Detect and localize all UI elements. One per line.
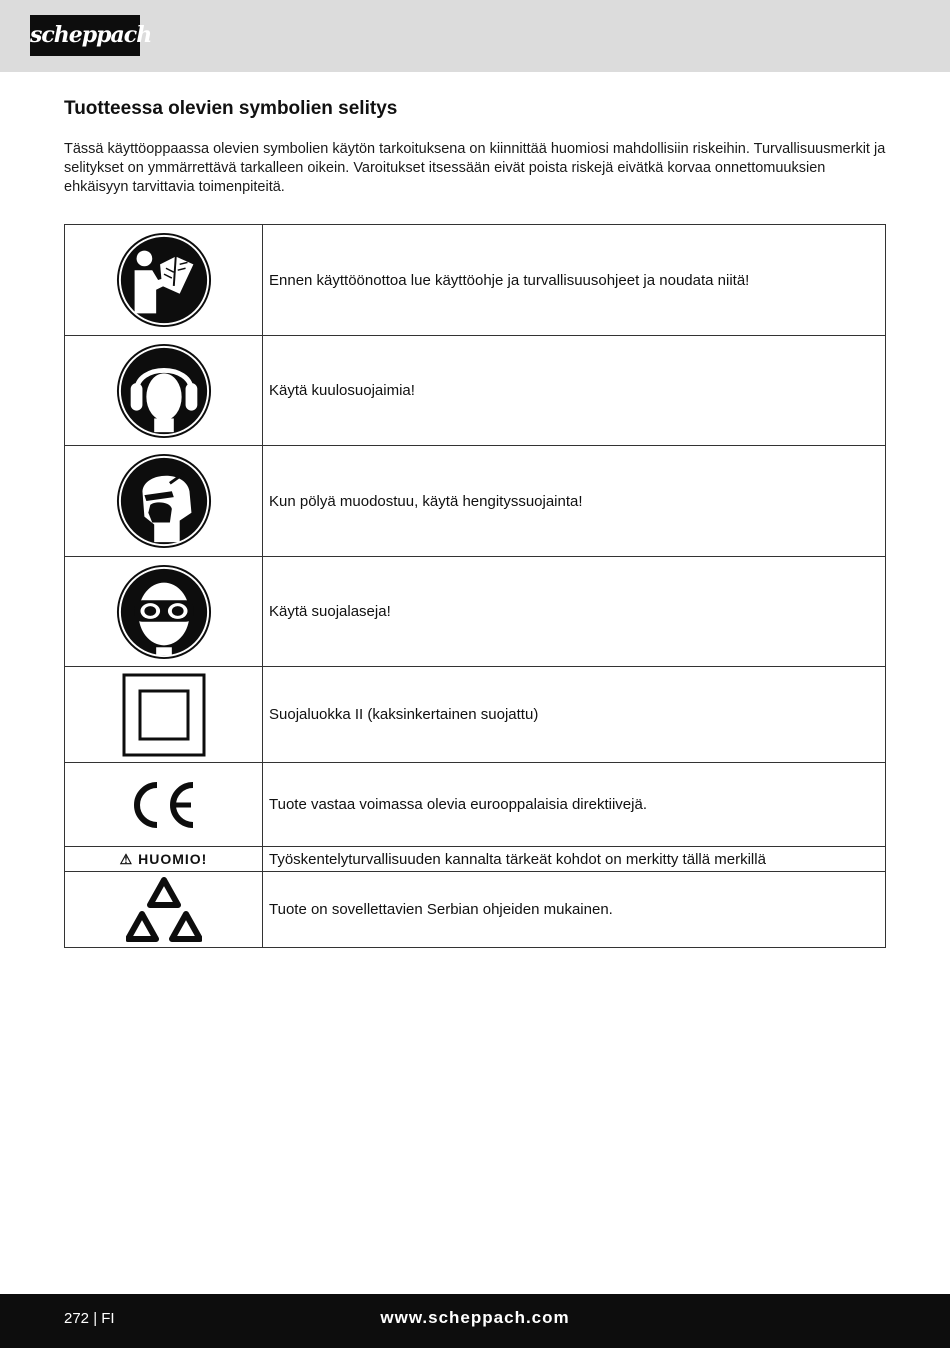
table-row xyxy=(65,847,886,872)
read-manual-icon xyxy=(115,231,213,329)
icon-cell xyxy=(65,667,263,763)
icon-cell xyxy=(65,763,263,847)
symbol-description: Tuote on sovellettavien Serbian ohjeiden mukainen. xyxy=(263,872,886,948)
icon-cell xyxy=(65,847,263,872)
table-row xyxy=(65,872,886,948)
intro-paragraph: Tässä käyttöoppaassa olevien symbolien käytön tarkoituksena on kiinnittää huomiosi mahdollisiin riskeihin. Turvallisuusmerkit ja selitykset on ymmärrettävä tarkalleen oikein. Varoitukset itsessään eivät poista riskejä eivätkä korvaa onnettomuuksien ehkäisyyn tarvittavia toimenpiteitä. xyxy=(64,141,886,195)
table-row xyxy=(65,557,886,667)
symbol-description: Tuote vastaa voimassa olevia eurooppalaisia direktiivejä. xyxy=(263,763,886,847)
respirator-icon xyxy=(115,452,213,550)
serbian-conformity-icon xyxy=(126,877,202,943)
symbol-description: Käytä suojalaseja! xyxy=(263,557,886,667)
icon-cell xyxy=(65,557,263,667)
table-row xyxy=(65,446,886,557)
symbol-table xyxy=(64,224,886,948)
icon-cell xyxy=(65,446,263,557)
icon-cell xyxy=(65,225,263,336)
symbol-description: Käytä kuulosuojaimia! xyxy=(263,336,886,446)
table-row xyxy=(65,763,886,847)
safety-goggles-icon xyxy=(115,563,213,661)
table-row xyxy=(65,667,886,763)
symbol-description: Kun pölyä muodostuu, käytä hengityssuojainta! xyxy=(263,446,886,557)
protection-class-ii-icon xyxy=(122,673,206,757)
ear-protection-icon xyxy=(115,342,213,440)
scheppach-logo: scheppach xyxy=(30,15,140,56)
page-header xyxy=(0,0,950,72)
website-link[interactable]: www.scheppach.com xyxy=(380,1308,570,1327)
warning-triangle-icon: ⚠ xyxy=(119,850,134,867)
ce-mark-icon xyxy=(129,780,199,830)
icon-cell xyxy=(65,336,263,446)
icon-cell xyxy=(65,872,263,948)
page-footer xyxy=(0,1294,950,1348)
page-number: 272 | FI xyxy=(64,1310,115,1327)
warning-label: ⚠ HUOMIO! xyxy=(119,850,208,867)
symbol-description: Työskentelyturvallisuuden kannalta tärkeät kohdot on merkitty tällä merkillä xyxy=(263,847,886,872)
symbol-description: Ennen käyttöönottoa lue käyttöohje ja turvallisuusohjeet ja noudata niitä! xyxy=(263,225,886,336)
table-row xyxy=(65,336,886,446)
table-row xyxy=(65,225,886,336)
page-title: Tuotteessa olevien symbolien selitys xyxy=(64,98,398,119)
symbol-description: Suojaluokka II (kaksinkertainen suojattu) xyxy=(263,667,886,763)
